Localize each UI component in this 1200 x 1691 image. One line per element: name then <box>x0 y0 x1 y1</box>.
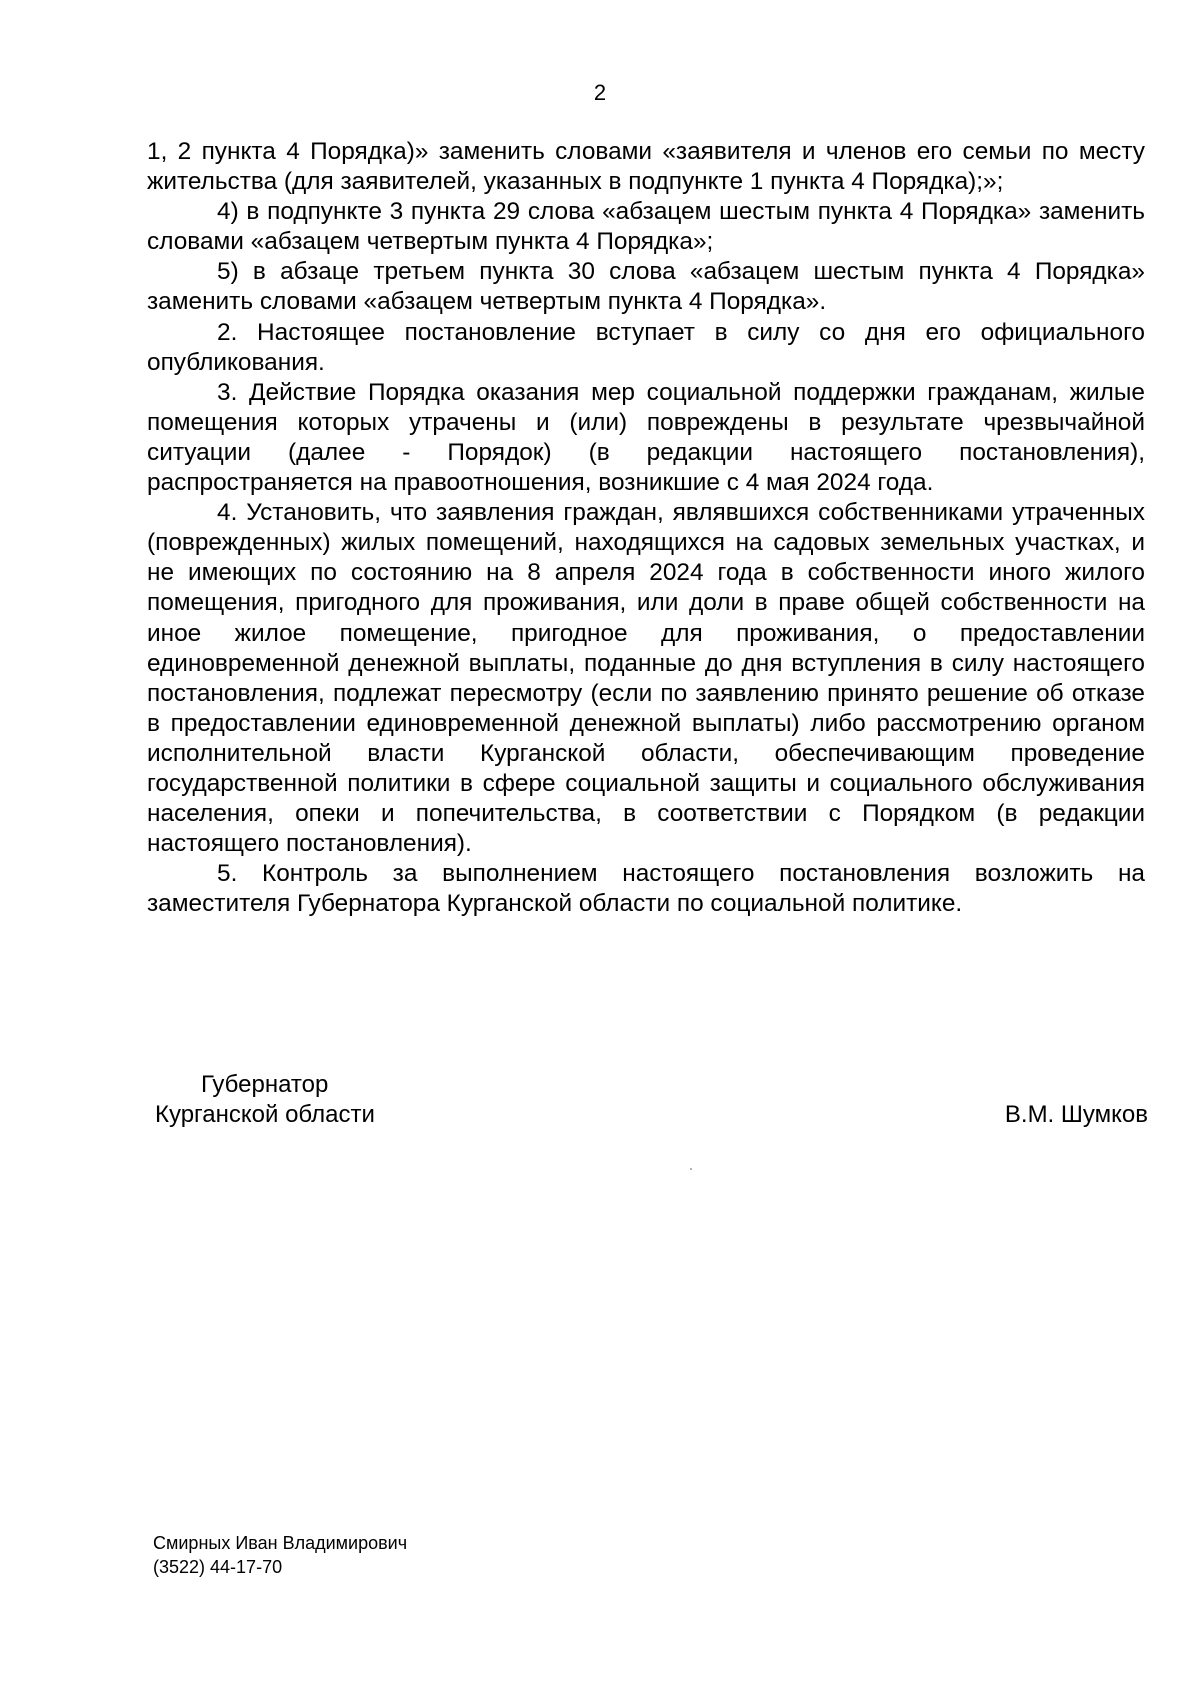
executor-phone: (3522) 44-17-70 <box>153 1557 283 1577</box>
paragraph-continuation: 1, 2 пункта 4 Порядка)» заменить словами «заявителя и членов его семьи по месту жительства (для заявителей, указанных в подпункте 1 пункта 4 Порядка);»; <box>147 138 1145 196</box>
paragraph-clause-5: 5. Контроль за выполнением настоящего постановления возложить на заместителя Губернатора Курганской области по социальной политике. <box>147 860 1145 918</box>
executor-name: Смирных Иван Владимирович <box>153 1533 408 1553</box>
signature-title-line1: Губернатор <box>201 1071 329 1098</box>
paragraph-item-5: 5) в абзаце третьем пункта 30 слова «абзацем шестым пункта 4 Порядка» заменить словами «абзацем четвертым пункта 4 Порядка». <box>147 258 1145 316</box>
paragraph-clause-2: 2. Настоящее постановление вступает в силу со дня его официального опубликования. <box>147 318 1145 376</box>
scan-speck <box>690 1168 692 1170</box>
paragraph-clause-3: 3. Действие Порядка оказания мер социальной поддержки гражданам, жилые помещения которых утрачены и (или) повреждены в результате чрезвычайной ситуации (далее - Порядок) (в редакции настоящего постановления), распространяется на правоотношения, возникшие с 4 мая 2024 года. <box>147 378 1145 497</box>
paragraph-clause-4: 4. Установить, что заявления граждан, являвшихся собственниками утраченных (поврежденных) жилых помещений, находящихся на садовых земельных участках, и не имеющих по состоянию на 8 апреля 2024 года в собственности иного жилого помещения, пригодного для проживания, или доли в праве общей собственности на иное жилое помещение, пригодное для проживания, о предоставлении единовременной денежной выплаты, поданные до дня вступления в силу настоящего постановления, подлежат пересмотру (если по заявлению принято решение об отказе в предоставлении единовременной денежной выплаты) либо рассмотрению органом исполнительной власти Курганской области, обеспечивающим проведение государственной политики в сфере социальной защиты и социального обслуживания населения, опеки и попечительства, в соответствии с Порядком (в редакции настоящего постановления). <box>147 499 1145 858</box>
signature-title <box>155 1070 375 1130</box>
signatory-name: В.М. Шумков <box>1004 1101 1148 1128</box>
executor-block <box>153 1531 407 1579</box>
page-number: 2 <box>593 80 607 105</box>
paragraph-item-4: 4) в подпункте 3 пункта 29 слова «абзацем шестым пункта 4 Порядка» заменить словами «абзацем четвертым пункта 4 Порядка»; <box>147 198 1145 256</box>
signature-title-line2: Курганской области <box>155 1101 375 1128</box>
document-body <box>147 137 1145 919</box>
